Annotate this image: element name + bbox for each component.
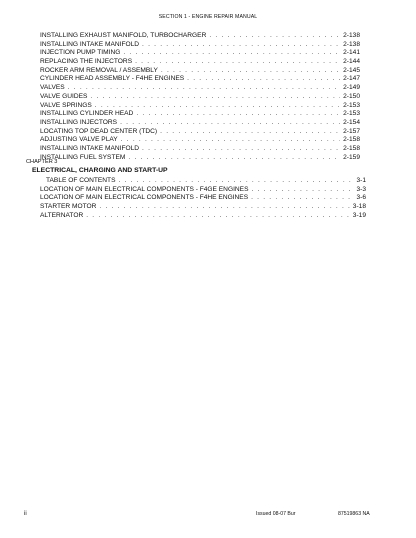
page-header: SECTION 1 - ENGINE REPAIR MANUAL — [158, 14, 258, 20]
toc-entry-page: 3-19 — [352, 211, 366, 219]
toc-entry-title: CYLINDER HEAD ASSEMBLY - F4HE ENGINES — [40, 75, 185, 83]
toc-entry[interactable] — [40, 41, 360, 50]
footer-issue-date: Issued 08-07 Bur — [256, 511, 296, 517]
chapter-title: ELECTRICAL, CHARGING AND START-UP — [32, 167, 168, 174]
toc-entry[interactable] — [40, 67, 360, 76]
dot-leader — [142, 41, 340, 50]
toc-entry[interactable] — [40, 186, 366, 195]
dot-leader — [120, 119, 340, 128]
dot-leader — [123, 49, 340, 58]
dot-leader — [251, 186, 353, 195]
toc-entry-page: 2-158 — [343, 144, 360, 152]
toc-entry-page: 2-149 — [343, 84, 360, 92]
dot-leader — [99, 203, 349, 212]
toc-list-chapter-3 — [40, 177, 366, 220]
toc-entry-title: INSTALLING CYLINDER HEAD — [40, 110, 134, 118]
dot-leader — [187, 75, 340, 84]
toc-entry-page: 3-18 — [352, 203, 366, 211]
dot-leader — [160, 128, 340, 137]
toc-entry-title: LOCATION OF MAIN ELECTRICAL COMPONENTS - F4GE ENGINES — [40, 185, 249, 193]
toc-entry-page: 2-153 — [343, 110, 360, 118]
toc-entry[interactable] — [40, 119, 360, 128]
dot-leader — [135, 58, 340, 67]
toc-entry[interactable] — [40, 136, 360, 145]
toc-entry-title: INSTALLING EXHAUST MANIFOLD, TURBOCHARGER — [40, 32, 207, 39]
dot-leader — [68, 84, 340, 93]
dot-leader — [119, 177, 354, 186]
chapter-heading — [26, 158, 366, 175]
footer-document-code: 87519863 NA — [338, 511, 370, 517]
toc-entry-page: 2-153 — [343, 101, 360, 109]
toc-entry-title: REPLACING THE INJECTORS — [40, 58, 133, 66]
toc-entry-title: INSTALLING INJECTORS — [40, 118, 118, 126]
toc-entry[interactable] — [40, 102, 360, 111]
toc-entry-title: ROCKER ARM REMOVAL / ASSEMBLY — [40, 66, 158, 74]
toc-list-chapter-2 — [40, 32, 360, 162]
toc-entry-title: INSTALLING INTAKE MANIFOLD — [40, 40, 140, 48]
toc-entry[interactable] — [40, 75, 360, 84]
toc-entry[interactable] — [40, 58, 360, 67]
toc-entry[interactable] — [40, 49, 360, 58]
toc-entry-page: 2-147 — [343, 75, 360, 83]
toc-entry-title: ALTERNATOR — [40, 211, 84, 219]
toc-entry[interactable] — [40, 194, 366, 203]
toc-entry-page: 2-138 — [343, 32, 360, 39]
toc-entry-title: STARTER MOTOR — [40, 203, 97, 211]
toc-entry-title: VALVE SPRINGS — [40, 101, 92, 109]
toc-entry-title: INJECTION PUMP TIMING — [40, 49, 121, 57]
toc-entry[interactable] — [40, 84, 360, 93]
toc-entry-page: 2-158 — [343, 136, 360, 144]
toc-entry-page: 3-3 — [356, 185, 366, 193]
toc-entry[interactable] — [40, 32, 360, 41]
toc-entry[interactable] — [40, 203, 366, 212]
toc-entry-page: 2-150 — [343, 92, 360, 100]
toc-entry[interactable] — [40, 145, 360, 154]
dot-leader — [142, 145, 340, 154]
chapter-number: CHAPTER 3 — [26, 159, 58, 165]
toc-entry[interactable] — [40, 212, 366, 221]
toc-entry-title: TABLE OF CONTENTS — [46, 177, 116, 184]
toc-entry[interactable] — [40, 93, 360, 102]
toc-entry[interactable] — [40, 177, 366, 186]
toc-entry-title: LOCATING TOP DEAD CENTER (TDC) — [40, 127, 158, 135]
dot-leader — [95, 102, 340, 111]
toc-entry-page: 2-145 — [343, 66, 360, 74]
toc-entry-page: 2-138 — [343, 40, 360, 48]
page-footer — [0, 511, 416, 521]
toc-entry[interactable] — [40, 110, 360, 119]
toc-entry-title: ADJUSTING VALVE PLAY — [40, 136, 118, 144]
dot-leader — [121, 136, 340, 145]
dot-leader — [86, 212, 350, 221]
toc-entry-title: VALVE GUIDES — [40, 92, 88, 100]
dot-leader — [251, 194, 353, 203]
toc-entry-page: 3-6 — [356, 194, 366, 202]
dot-leader — [161, 67, 340, 76]
dot-leader — [136, 110, 340, 119]
toc-entry-page: 2-159 — [343, 153, 360, 161]
toc-entry-title: INSTALLING INTAKE MANIFOLD — [40, 144, 140, 152]
dot-leader — [90, 93, 340, 102]
toc-entry-title: LOCATION OF MAIN ELECTRICAL COMPONENTS - F4HE ENGINES — [40, 194, 249, 202]
toc-entry-page: 3-1 — [356, 177, 366, 184]
footer-page-number: ii — [24, 511, 27, 517]
toc-entry-title: INSTALLING FUEL SYSTEM — [40, 153, 126, 161]
toc-entry-page: 2-154 — [343, 118, 360, 126]
toc-entry-page: 2-144 — [343, 58, 360, 66]
dot-leader — [209, 32, 340, 41]
toc-entry[interactable] — [40, 128, 360, 137]
toc-entry-title: VALVES — [40, 84, 65, 92]
toc-entry-page: 2-141 — [343, 49, 360, 57]
toc-entry-page: 2-157 — [343, 127, 360, 135]
